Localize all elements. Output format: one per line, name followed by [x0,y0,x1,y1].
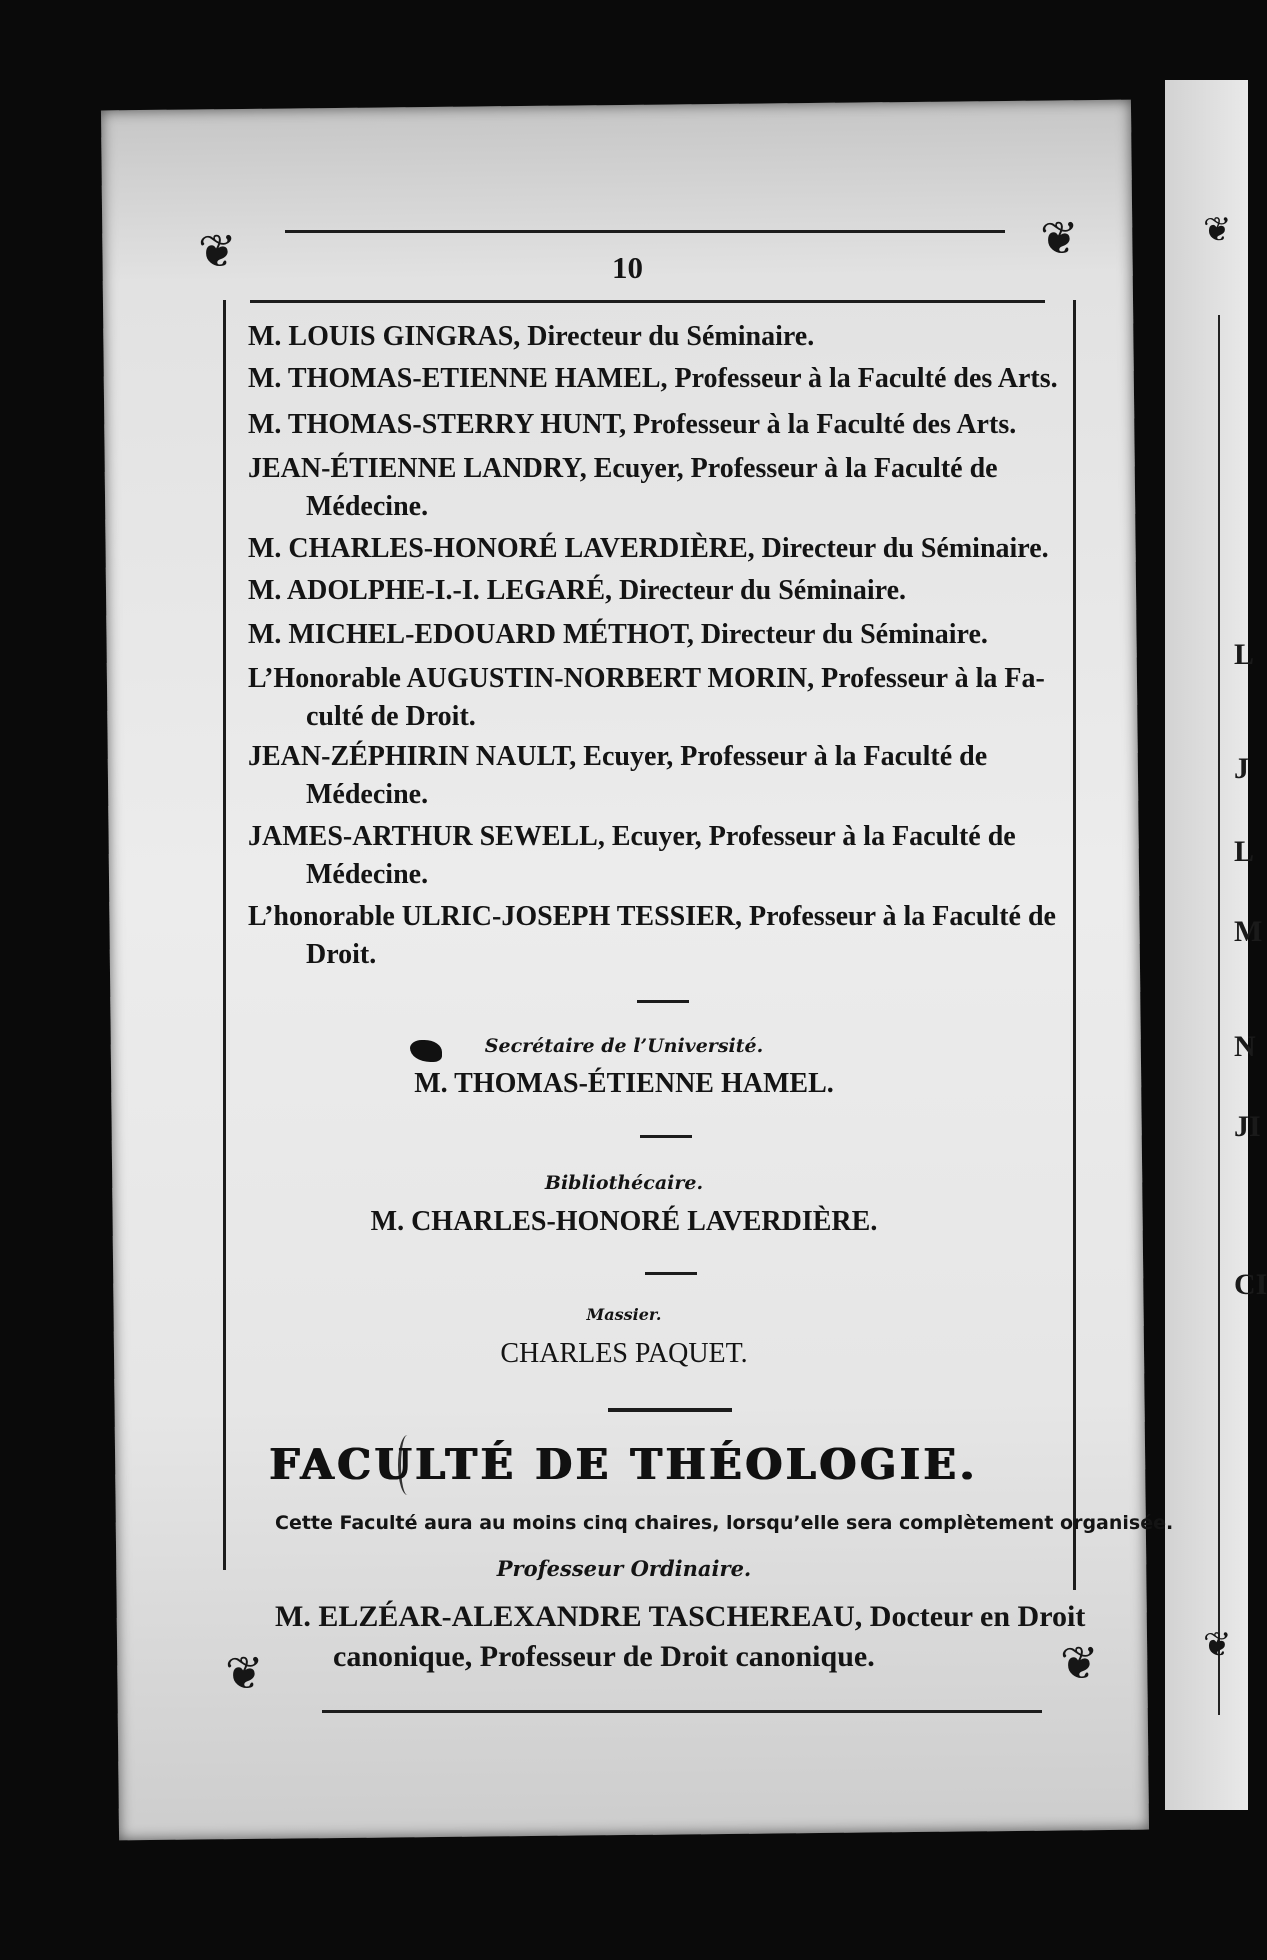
adjacent-page-letter: L [1234,638,1255,671]
librarian-name: M. CHARLES-HONORÉ LAVERDIÈRE. [370,1206,878,1237]
list-entry: M. ADOLPHE-I.-I. LEGARÉ, Directeur du Séminaire. [248,575,906,606]
section-separator [645,1272,697,1275]
adjacent-page-border [1218,315,1220,1715]
list-entry: JAMES-ARTHUR SEWELL, Ecuyer, Professeur à la Faculté de Médecine. [248,821,1016,890]
list-entry: M. MICHEL-EDOUARD MÉTHOT, Directeur du Séminaire. [248,619,988,650]
section-separator [637,1000,689,1003]
left-frame-rule [223,300,226,1570]
adjacent-page-letter: M [1234,915,1263,948]
professor-title: Professeur Ordinaire. [496,1556,752,1581]
faculty-note: Cette Faculté aura au moins cinq chaires, lorsqu’elle sera complètement organisée. [275,1512,1174,1534]
top-right-ornament-icon: ❦ [1040,211,1079,265]
faculty-heading: FACULTÉ DE THÉOLOGIE. [269,1440,979,1489]
right-frame-rule [1073,300,1076,1590]
adjacent-page-letter: N [1234,1030,1256,1063]
adjacent-corner-ornament-icon: ❦ [1203,1627,1232,1664]
list-entry: L’Honorable AUGUSTIN-NORBERT MORIN, Professeur à la Fa- culté de Droit. [248,663,1045,732]
adjacent-page-letter: L [1234,835,1255,868]
list-entry: JEAN-ZÉPHIRIN NAULT, Ecuyer, Professeur à la Faculté de Médecine. [248,741,988,810]
adjacent-corner-ornament-icon: ❦ [1203,212,1232,249]
bottom-frame-rule [322,1710,1042,1713]
list-entry: M. CHARLES-HONORÉ LAVERDIÈRE, Directeur du Séminaire. [248,533,1049,564]
list-entry: M. THOMAS-ETIENNE HAMEL, Professeur à la Faculté des Arts. [248,363,1058,394]
adjacent-page-letter: CI [1234,1268,1267,1301]
bottom-left-ornament-icon: ❦ [225,1646,264,1700]
section-separator [640,1135,692,1138]
page-number: 10 [612,250,643,285]
secretary-title: Secrétaire de l’Université. [484,1035,764,1057]
bottom-right-ornament-icon: ❦ [1060,1636,1099,1690]
librarian-title: Bibliothécaire. [544,1172,704,1194]
adjacent-page-letter: J [1234,752,1249,785]
massier-title: Massier. [586,1305,662,1324]
professor-entry: M. ELZÉAR-ALEXANDRE TASCHEREAU, Docteur en Droit canonique, Professeur de Droit canonique. [275,1600,1086,1673]
list-entry: M. LOUIS GINGRAS, Directeur du Séminaire. [248,321,815,352]
top-left-ornament-icon: ❦ [198,224,237,278]
list-entry: L’honorable ULRIC-JOSEPH TESSIER, Professeur à la Faculté de Droit. [248,901,1056,970]
top-frame-rule [285,230,1005,233]
header-underline [250,300,1045,303]
section-separator [608,1408,732,1412]
massier-name: CHARLES PAQUET. [500,1338,748,1369]
adjacent-page-letter: JI [1234,1110,1261,1143]
list-entry: JEAN-ÉTIENNE LANDRY, Ecuyer, Professeur à la Faculté de Médecine. [248,453,998,522]
list-entry: M. THOMAS-STERRY HUNT, Professeur à la Faculté des Arts. [248,409,1017,440]
secretary-name: M. THOMAS-ÉTIENNE HAMEL. [414,1068,834,1099]
